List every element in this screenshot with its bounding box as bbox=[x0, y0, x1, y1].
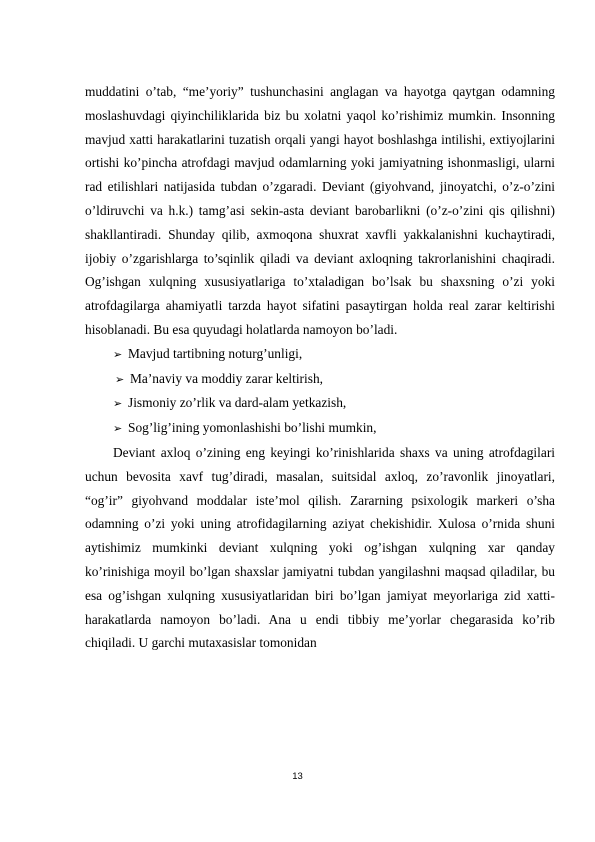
document-body bbox=[85, 80, 555, 655]
bullet-item-text: Mavjud tartibning noturg’unligi, bbox=[128, 345, 303, 361]
bullet-item-text: Sog’lig’ining yomonlashishi bo’lishi mumkin, bbox=[128, 420, 377, 436]
arrow-bullet-icon: ➢ bbox=[113, 397, 123, 411]
arrow-bullet-icon: ➢ bbox=[113, 347, 123, 361]
page-number: 13 bbox=[292, 771, 303, 782]
arrow-bullet-icon: ➢ bbox=[113, 422, 123, 436]
bullet-item-3 bbox=[85, 391, 555, 416]
bullet-item-4 bbox=[85, 416, 555, 441]
paragraph-intro: muddatini o’tab, “me’yoriy” tushunchasini anglagan va hayotga qaytgan odamning moslashuvdagi qiyinchiliklarida biz bu xolatni yaqol ko’rishimiz mumkin. Insonning mavjud xatti harakatlarini tuzatish orqali yangi hayot boshlashga intilishi, extiyojlarini ortishi ko’pincha atrofdagi mavjud odamlarning yoki jamiyatning ishonmasligi, ularni rad etilishlari natijasida tubdan o’zgaradi. Deviant (giyohvand, jinoyatchi, o’z-o’zini o’ldiruvchi va h.k.) tamg’asi sekin-asta deviant barobarlikni (o’z-o’zini qis qilishni) shakllantiradi. Shunday qilib, axmoqona shuxrat xavfli yakkalanishni kuchaytiradi, ijobiy o’zgarishlarga to’sqinlik qiladi va deviant axloqning takrorlanishini chaqiradi. Og’ishgan xulqning xususiyatlariga to’xtaladigan bo’lsak bu shaxsning o’zi yoki atrofdagilarga ahamiyatli tarzda hayot sifatini pasaytirgan holda real zarar keltirishi hisoblanadi. Bu esa quyudagi holatlarda namoyon bo’ladi. bbox=[85, 84, 555, 337]
bullet-item-text: Ma’naviy va moddiy zarar keltirish, bbox=[130, 370, 323, 386]
bullet-item-2 bbox=[85, 367, 555, 392]
paragraph-conclusion: Deviant axloq o’zining eng keyingi ko’rinishlarida shaxs va uning atrofdagilari uchun bevosita xavf tug’diradi, masalan, suitsidal axloq, zo’ravonlik jinoyatlari, “og’ir” giyohvand moddalar iste’mol qilish. Zararning psixologik markeri o’sha odamning o’zi yoki uning atrofidagilarning aziyat chekishidir. Xulosa o’rnida shuni aytishimiz mumkinki deviant xulqning yoki og’ishgan xulqning xar qanday ko’rinishiga moyil bo’lgan shaxslar jamiyatni tubdan yangilashni maqsad qiladilar, bu esa og’ishgan xulqning xususiyatlaridan biri bo’lgan jamiyat meyorlariga zid xatti-harakatlarda namoyon bo’ladi. Ana u endi tibbiy me’yorlar chegarasida ko’rib chiqiladi. U garchi mutaxasislar tomonidan bbox=[85, 444, 555, 651]
bullet-item-1 bbox=[85, 342, 555, 367]
bullet-item-text: Jismoniy zo’rlik va dard-alam yetkazish, bbox=[128, 395, 347, 411]
arrow-bullet-icon: ➢ bbox=[115, 372, 125, 386]
